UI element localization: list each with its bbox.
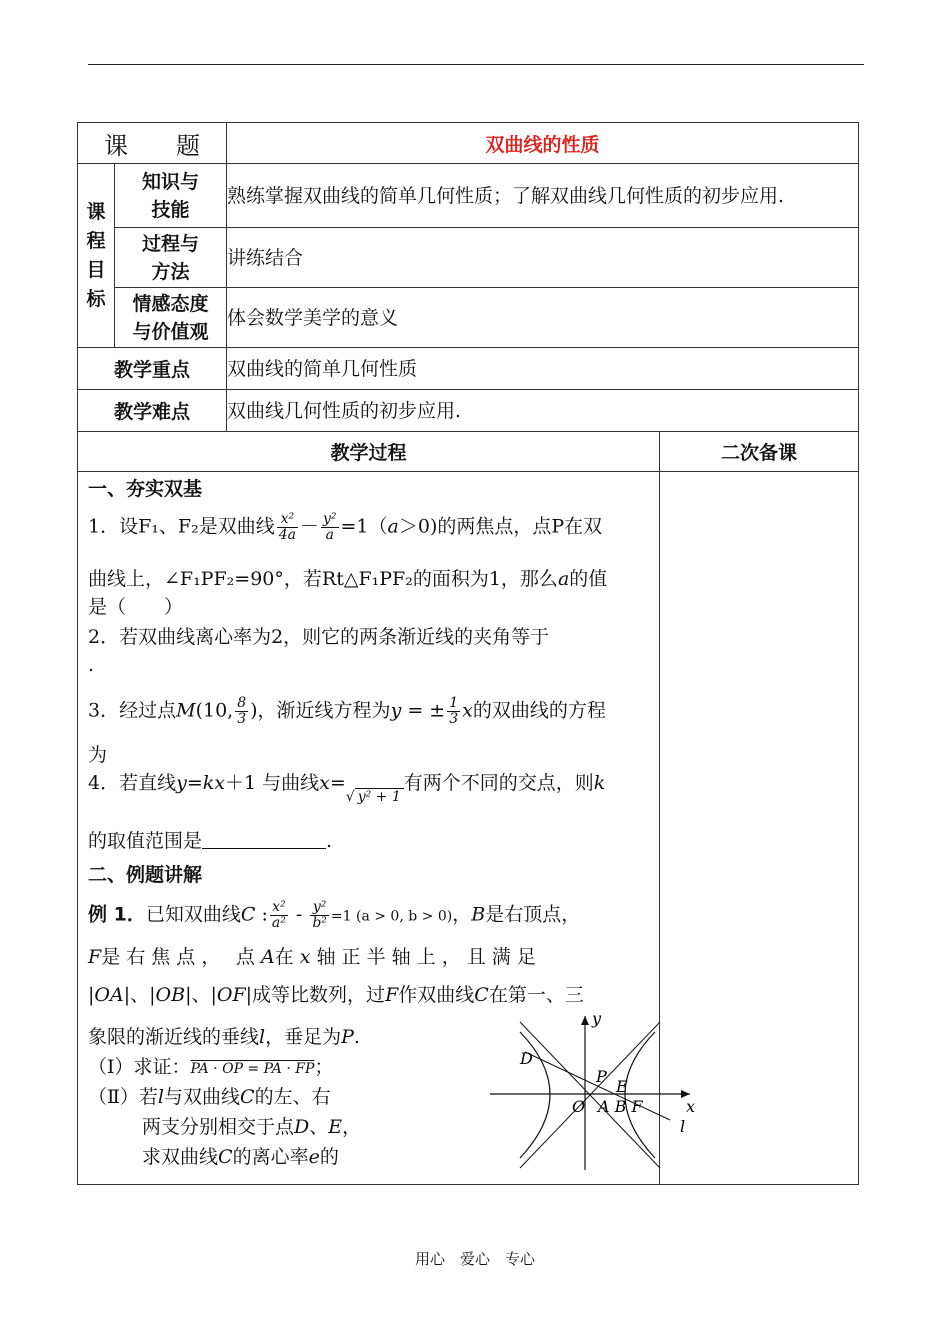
hyperbola-figure [480,1012,700,1172]
ex1-frac1-num: x² [270,900,288,916]
ex1-l4-t1: 象限的渐近线的垂线 [88,1026,260,1048]
ex1-l4-t2: ，垂足为 [265,1026,342,1048]
q4-end: . [326,830,333,852]
ex1-cond: =1 (a > 0, b > 0) [330,908,453,925]
ex1-frac2-den: b² [312,915,327,931]
q3-line2: 为 [88,744,108,766]
q1-line2 [88,566,651,592]
ex1-label: 例 1． [88,903,146,926]
ex1-minus: - [289,903,309,926]
q4-rad: y² + 1 [355,788,404,805]
ex1-frac1 [270,900,288,931]
ex1-A: A [260,946,275,968]
ex1-p2-C: C [240,1086,255,1108]
label-P: P [596,1067,607,1086]
ex1-p2-D: D [294,1116,310,1138]
q1-frac2 [321,512,339,543]
q1-frac1-den: 4a [278,527,296,543]
goal-label-process [115,228,227,288]
q3-frac2-num: 1 [449,695,459,711]
ex1-p2-l2a: 两支分别相交于点 [142,1116,295,1138]
ex1-of: |OF| [210,984,253,1006]
ex1-l4-t3: . [353,1026,360,1048]
q1-line1 [88,512,651,543]
q3-frac-den: 3 [237,711,247,727]
q4-answer-blank[interactable] [202,830,326,849]
ex1-p2-l3c: 的 [319,1146,339,1168]
ex1-part1-formula: PA · OP = PA · FP [190,1061,315,1077]
ex1-oa: |OA| [88,984,131,1006]
topic-label: 课 题 [78,123,227,164]
goal-content-attitude: 体会数学美学的意义 [227,288,859,348]
q4-line2 [88,828,651,854]
q3-point: M [176,699,196,722]
lesson-plan-table [77,122,859,1185]
process-body [78,472,696,1185]
q3-text-b: ，渐近线方程为 [257,699,391,722]
q3-point-args: (10, [195,699,234,722]
notes-header: 二次备课 [660,432,859,472]
ex1-l2-t1: 是 右 焦 点 ， 点 [101,946,255,968]
q1-line2-end: 的值 [569,568,608,590]
q1-text-c: ＞0)的两焦点，点P在双 [398,515,603,538]
label-y: y [592,1012,602,1028]
ex1-l4-P: P [341,1026,354,1048]
hyperbola-right-branch [625,1032,655,1158]
footer: 用心 爱心 专心 [414,1250,535,1268]
q4-text-a: 4．若直线 [88,772,177,794]
ex1-p2-E: E [328,1116,343,1138]
goal-content-process: 讲练结合 [227,228,859,288]
goals-label-text: 课程目标 [86,200,106,310]
goal-label-attitude [115,288,227,348]
ex1-l3-t1: 成等比数列，过 [252,984,386,1006]
ex1-line1 [88,900,651,931]
ex1-text-c: 是右顶点， [485,903,581,926]
goals-label [78,164,115,348]
ex1-sep2: 、 [191,984,211,1006]
q1-line3: 是（ ） [88,596,184,618]
ex1-p2-e: e [308,1146,320,1168]
q4-text-b: ＋1 与曲线 [224,772,320,794]
ex1-p2-l1a: （Ⅱ）若 [88,1086,158,1108]
process-header: 教学过程 [78,432,660,472]
ex1-p2-C2: C [218,1146,233,1168]
q4-eq2: x= [319,772,346,794]
q2-line1: 2．若双曲线离心率为2，则它的两条渐近线的夹角等于 [88,626,550,648]
q3-frac [235,696,248,727]
label-O: O [572,1097,586,1116]
label-x: x [686,1097,696,1116]
q1-var-a: a [557,568,570,590]
ex1-l4-l: l [259,1026,266,1048]
q3-frac2 [447,696,460,727]
ex1-line3 [88,982,651,1008]
ex1-text-b: ， [452,903,472,926]
ex1-text-a: 已知双曲线 [145,903,241,926]
q4-text-c: 有两个不同的交点，则 [403,772,594,794]
label-D: D [520,1049,533,1068]
q2-line2: . [88,654,95,676]
q3-text-c: 的双曲线的方程 [472,699,606,722]
y-axis-arrow [581,1016,589,1025]
ex1-l3-C: C [474,984,489,1006]
q3-text-a: 3．经过点 [88,699,177,722]
q3-frac2-den: 3 [449,711,459,727]
q3-frac-num: 8 [237,695,247,711]
ex1-frac2 [310,900,329,931]
ex1-ob: |OB| [149,984,192,1006]
ex1-l3-t2: 作双曲线 [398,984,475,1006]
ex1-x: x [299,946,311,968]
q1-text-b: =1（ [340,515,388,538]
goal-content-knowledge: 熟练掌握双曲线的简单几何性质；了解双曲线几何性质的初步应用. [227,164,859,228]
key-point-content: 双曲线的简单几何性质 [227,348,859,390]
q1-frac2-num: y² [322,511,337,527]
ex1-part1-label: （Ⅰ）求证： [88,1056,191,1078]
ex1-part1-end: ； [314,1056,334,1078]
ex1-colon: : [255,903,268,926]
q3-eq: y = ± [390,699,446,722]
ex1-l3-t3: 在第一、三 [488,984,584,1006]
difficulty-label: 教学难点 [78,390,227,432]
label-l: l [680,1117,686,1136]
q4-line2-text: 的取值范围是 [88,830,203,852]
q4-k: k [593,772,606,794]
ex1-p2-l3a: 求双曲线 [142,1146,219,1168]
q1-frac1 [277,512,298,543]
q1-frac1-num: x² [277,512,298,528]
header-rule [88,64,864,65]
ex1-p2-l3b: 的离心率 [232,1146,309,1168]
ex1-B: B [471,903,486,926]
ex1-p2-l: l [157,1086,164,1108]
q1-line2-text: 曲线上，∠F₁PF₂=90°，若Rt△F₁PF₂的面积为1，那么 [88,568,558,590]
label-E: E [616,1077,628,1096]
q1-frac2-den: a [325,527,334,543]
label-ABF: A B F [598,1097,643,1116]
q1-minus: － [299,515,319,538]
ex1-sep1: 、 [130,984,150,1006]
ex1-p2-l1b: 与双曲线 [164,1086,241,1108]
key-point-label: 教学重点 [78,348,227,390]
ex1-l2-t2: 在 [274,946,294,968]
section1-title: 一、夯实双基 [88,478,203,500]
ex1-frac2-num: y² [310,900,329,916]
ex1-l2-t3: 轴 正 半 轴 上 ， 且 满 足 [316,946,536,968]
difficulty-content: 双曲线几何性质的初步应用. [227,390,859,432]
ex1-p2-l1c: 的左、右 [254,1086,331,1108]
q4-eq1: y=kx [176,772,225,794]
goal-label-knowledge [115,164,227,228]
ex1-p2-l2c: ， [342,1116,362,1138]
q1-text-a: 1．设F₁、F₂是双曲线 [88,515,275,538]
q4-line1 [88,770,651,810]
q4-sqrt: √ y² + 1 [346,784,404,810]
topic-title: 双曲线的性质 [227,123,859,164]
ex1-frac1-den: a² [271,915,286,931]
q3-close: ) [250,699,258,722]
ex1-F: F [88,946,102,968]
ex1-C: C [240,903,256,926]
goal-label-attitude-text: 情感态度与价值观 [132,292,209,343]
ex1-p2-l2b: 、 [309,1116,329,1138]
goal-label-knowledge-text: 知识与技能 [141,170,199,221]
ex1-l3-F: F [385,984,399,1006]
q1-cond: a [387,515,399,538]
section2-title: 二、例题讲解 [88,864,203,886]
q3-line1 [88,696,651,727]
goal-label-process-text: 过程与方法 [141,232,199,283]
ex1-line2 [88,944,651,970]
q3-eqx: x [462,699,473,722]
